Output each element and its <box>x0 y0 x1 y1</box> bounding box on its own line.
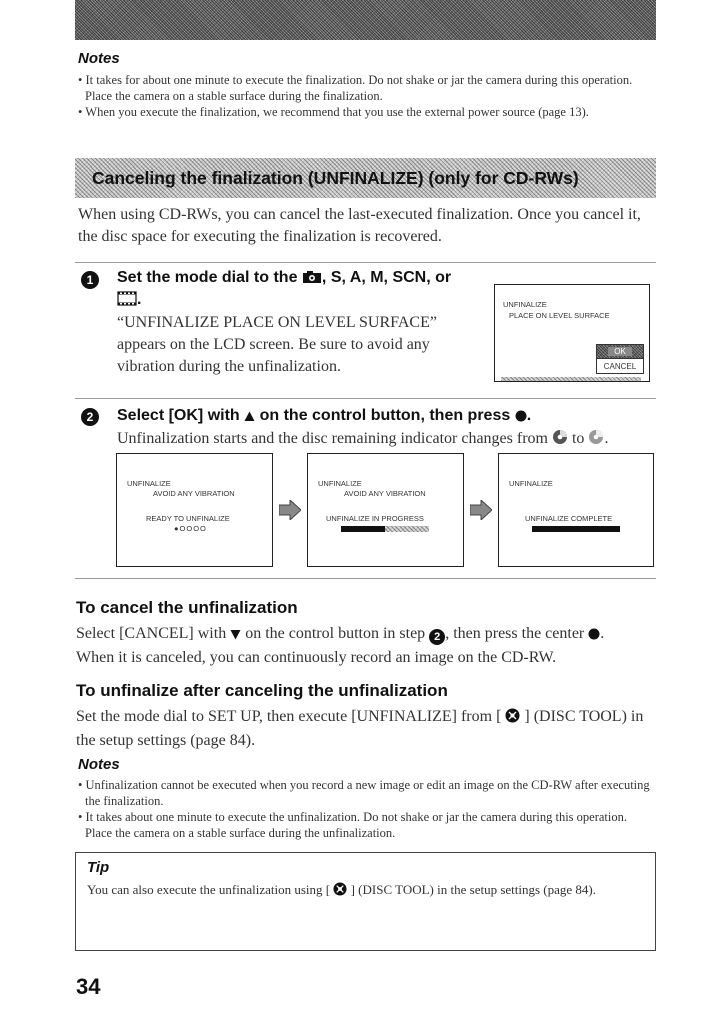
cancel-heading: To cancel the unfinalization <box>76 598 298 617</box>
note-item: • It takes for about one minute to execute the finalization. Do not shake or jar the camera during this operation. Place the camera on a stable surface during the finalization. <box>78 73 633 103</box>
after-body-a: Set the mode dial to SET UP, then execute [UNFINALIZE] from [ <box>76 708 502 725</box>
camera-auto-icon <box>302 270 322 290</box>
lcd-bottom-bar <box>501 377 641 381</box>
notes-list <box>78 777 656 841</box>
after-heading: To unfinalize after canceling the unfinalization <box>76 681 448 700</box>
step-2-body-a: Unfinalization starts and the disc remaining indicator changes from <box>117 430 548 447</box>
step-1-title <box>117 268 487 290</box>
next-arrow-icon <box>470 500 492 520</box>
center-dot-icon <box>515 408 527 428</box>
next-arrow-icon <box>279 500 301 520</box>
lcd-line2: AVOID ANY VIBRATION <box>153 489 235 498</box>
notes-heading: Notes <box>78 50 120 67</box>
step-1-body: “UNFINALIZE PLACE ON LEVEL SURFACE” appears on the LCD screen. Be sure to avoid any vibration during the unfinalization. <box>117 314 437 375</box>
notes-heading: Notes <box>78 756 120 773</box>
lcd-cancel-option[interactable]: CANCEL <box>603 361 637 371</box>
down-triangle-icon <box>230 625 241 647</box>
note-item: • When you execute the finalization, we recommend that you use the external power source (page 13). <box>78 105 589 119</box>
step-2-body-b: to <box>571 430 585 447</box>
divider <box>75 262 656 263</box>
divider <box>75 578 656 579</box>
cancel-body <box>76 623 656 669</box>
notes-list <box>78 72 656 120</box>
movie-mode-icon <box>117 291 137 312</box>
tip-box <box>75 852 656 951</box>
lcd-ok-option[interactable]: OK <box>597 345 643 359</box>
cancel-body-d: . <box>600 625 605 642</box>
section-bar <box>75 158 656 198</box>
note-item: • It takes about one minute to execute the unfinalization. Do not shake or jar the camera during this operation. Place the camera on a stable surface during the unfinalization. <box>78 810 627 840</box>
lcd-unfinalize-prompt <box>494 284 650 382</box>
lcd-unfinalize-in-progress <box>307 453 464 567</box>
step-2-body-c: . <box>604 430 609 447</box>
tip-body <box>87 881 642 900</box>
lcd-line2: PLACE ON LEVEL SURFACE <box>509 311 610 320</box>
cancel-body-e: When it is canceled, you can continuously record an image on the CD-RW. <box>76 649 557 666</box>
step-ref-number: 2 <box>429 629 445 645</box>
step-1-title-line2 <box>117 290 141 312</box>
cancel-body-a: Select [CANCEL] with <box>76 625 227 642</box>
header-bar <box>75 0 656 40</box>
lcd-menu <box>596 344 644 374</box>
tip-heading: Tip <box>87 859 110 876</box>
note-item: • Unfinalization cannot be executed when you record a new image or edit an image on the CD-RW after executing the finalization. <box>78 778 650 808</box>
divider <box>75 398 656 399</box>
step-2-title-a: Select [OK] with <box>117 407 240 424</box>
progress-fill <box>341 526 385 532</box>
section-intro: When using CD-RWs, you can cancel the last-executed finalization. Once you cancel it, the disc space for executing the finalization is recovered. <box>78 206 641 245</box>
progress-fill <box>532 526 620 532</box>
disc-remaining-recovered-icon <box>588 429 604 452</box>
tip-body-a: You can also execute the unfinalization using [ <box>87 882 331 897</box>
lcd-line1: UNFINALIZE <box>318 479 362 488</box>
section-title: Canceling the finalization (UNFINALIZE) (only for CD-RWs) <box>88 167 583 190</box>
lcd-line3: UNFINALIZE IN PROGRESS <box>326 514 424 523</box>
center-dot-icon <box>588 625 600 647</box>
lcd-line1: UNFINALIZE <box>127 479 171 488</box>
lcd-line2: AVOID ANY VIBRATION <box>344 489 426 498</box>
progress-bar <box>341 526 429 532</box>
lcd-line3: UNFINALIZE COMPLETE <box>525 514 613 523</box>
step-1-title-a: Set the mode dial to the <box>117 269 298 286</box>
up-triangle-icon <box>244 408 255 428</box>
cancel-body-c: , then press the center <box>445 625 585 642</box>
lcd-unfinalize-complete <box>498 453 654 567</box>
step-2-title <box>117 406 531 428</box>
lcd-ready-to-unfinalize <box>116 453 273 567</box>
tip-body-b: ] (DISC TOOL) in the setup settings (page 84). <box>350 882 596 897</box>
disc-tool-icon <box>333 882 347 900</box>
step-1-title-c: . <box>137 291 142 308</box>
after-body-b: ] (DISC TOOL) in the setup settings (page 84). <box>76 708 644 749</box>
disc-tool-icon <box>505 708 520 730</box>
step-2-title-c: . <box>526 407 532 424</box>
lcd-dots: ●OOOO <box>174 524 207 533</box>
step-2-title-b: on the control button, then press <box>259 407 511 424</box>
lcd-line3: READY TO UNFINALIZE <box>146 514 230 523</box>
step-2-number: 2 <box>81 408 99 426</box>
lcd-line1: UNFINALIZE <box>509 479 553 488</box>
disc-remaining-full-icon <box>552 429 568 452</box>
step-1-number: 1 <box>81 271 99 289</box>
cancel-body-b: on the control button in step <box>245 625 426 642</box>
progress-bar <box>532 526 620 532</box>
lcd-line1: UNFINALIZE <box>503 300 547 309</box>
step-2-body <box>117 428 608 452</box>
page-number: 34 <box>76 974 101 999</box>
after-body <box>76 706 656 752</box>
step-1-title-b: , S, A, M, SCN, or <box>321 269 452 286</box>
